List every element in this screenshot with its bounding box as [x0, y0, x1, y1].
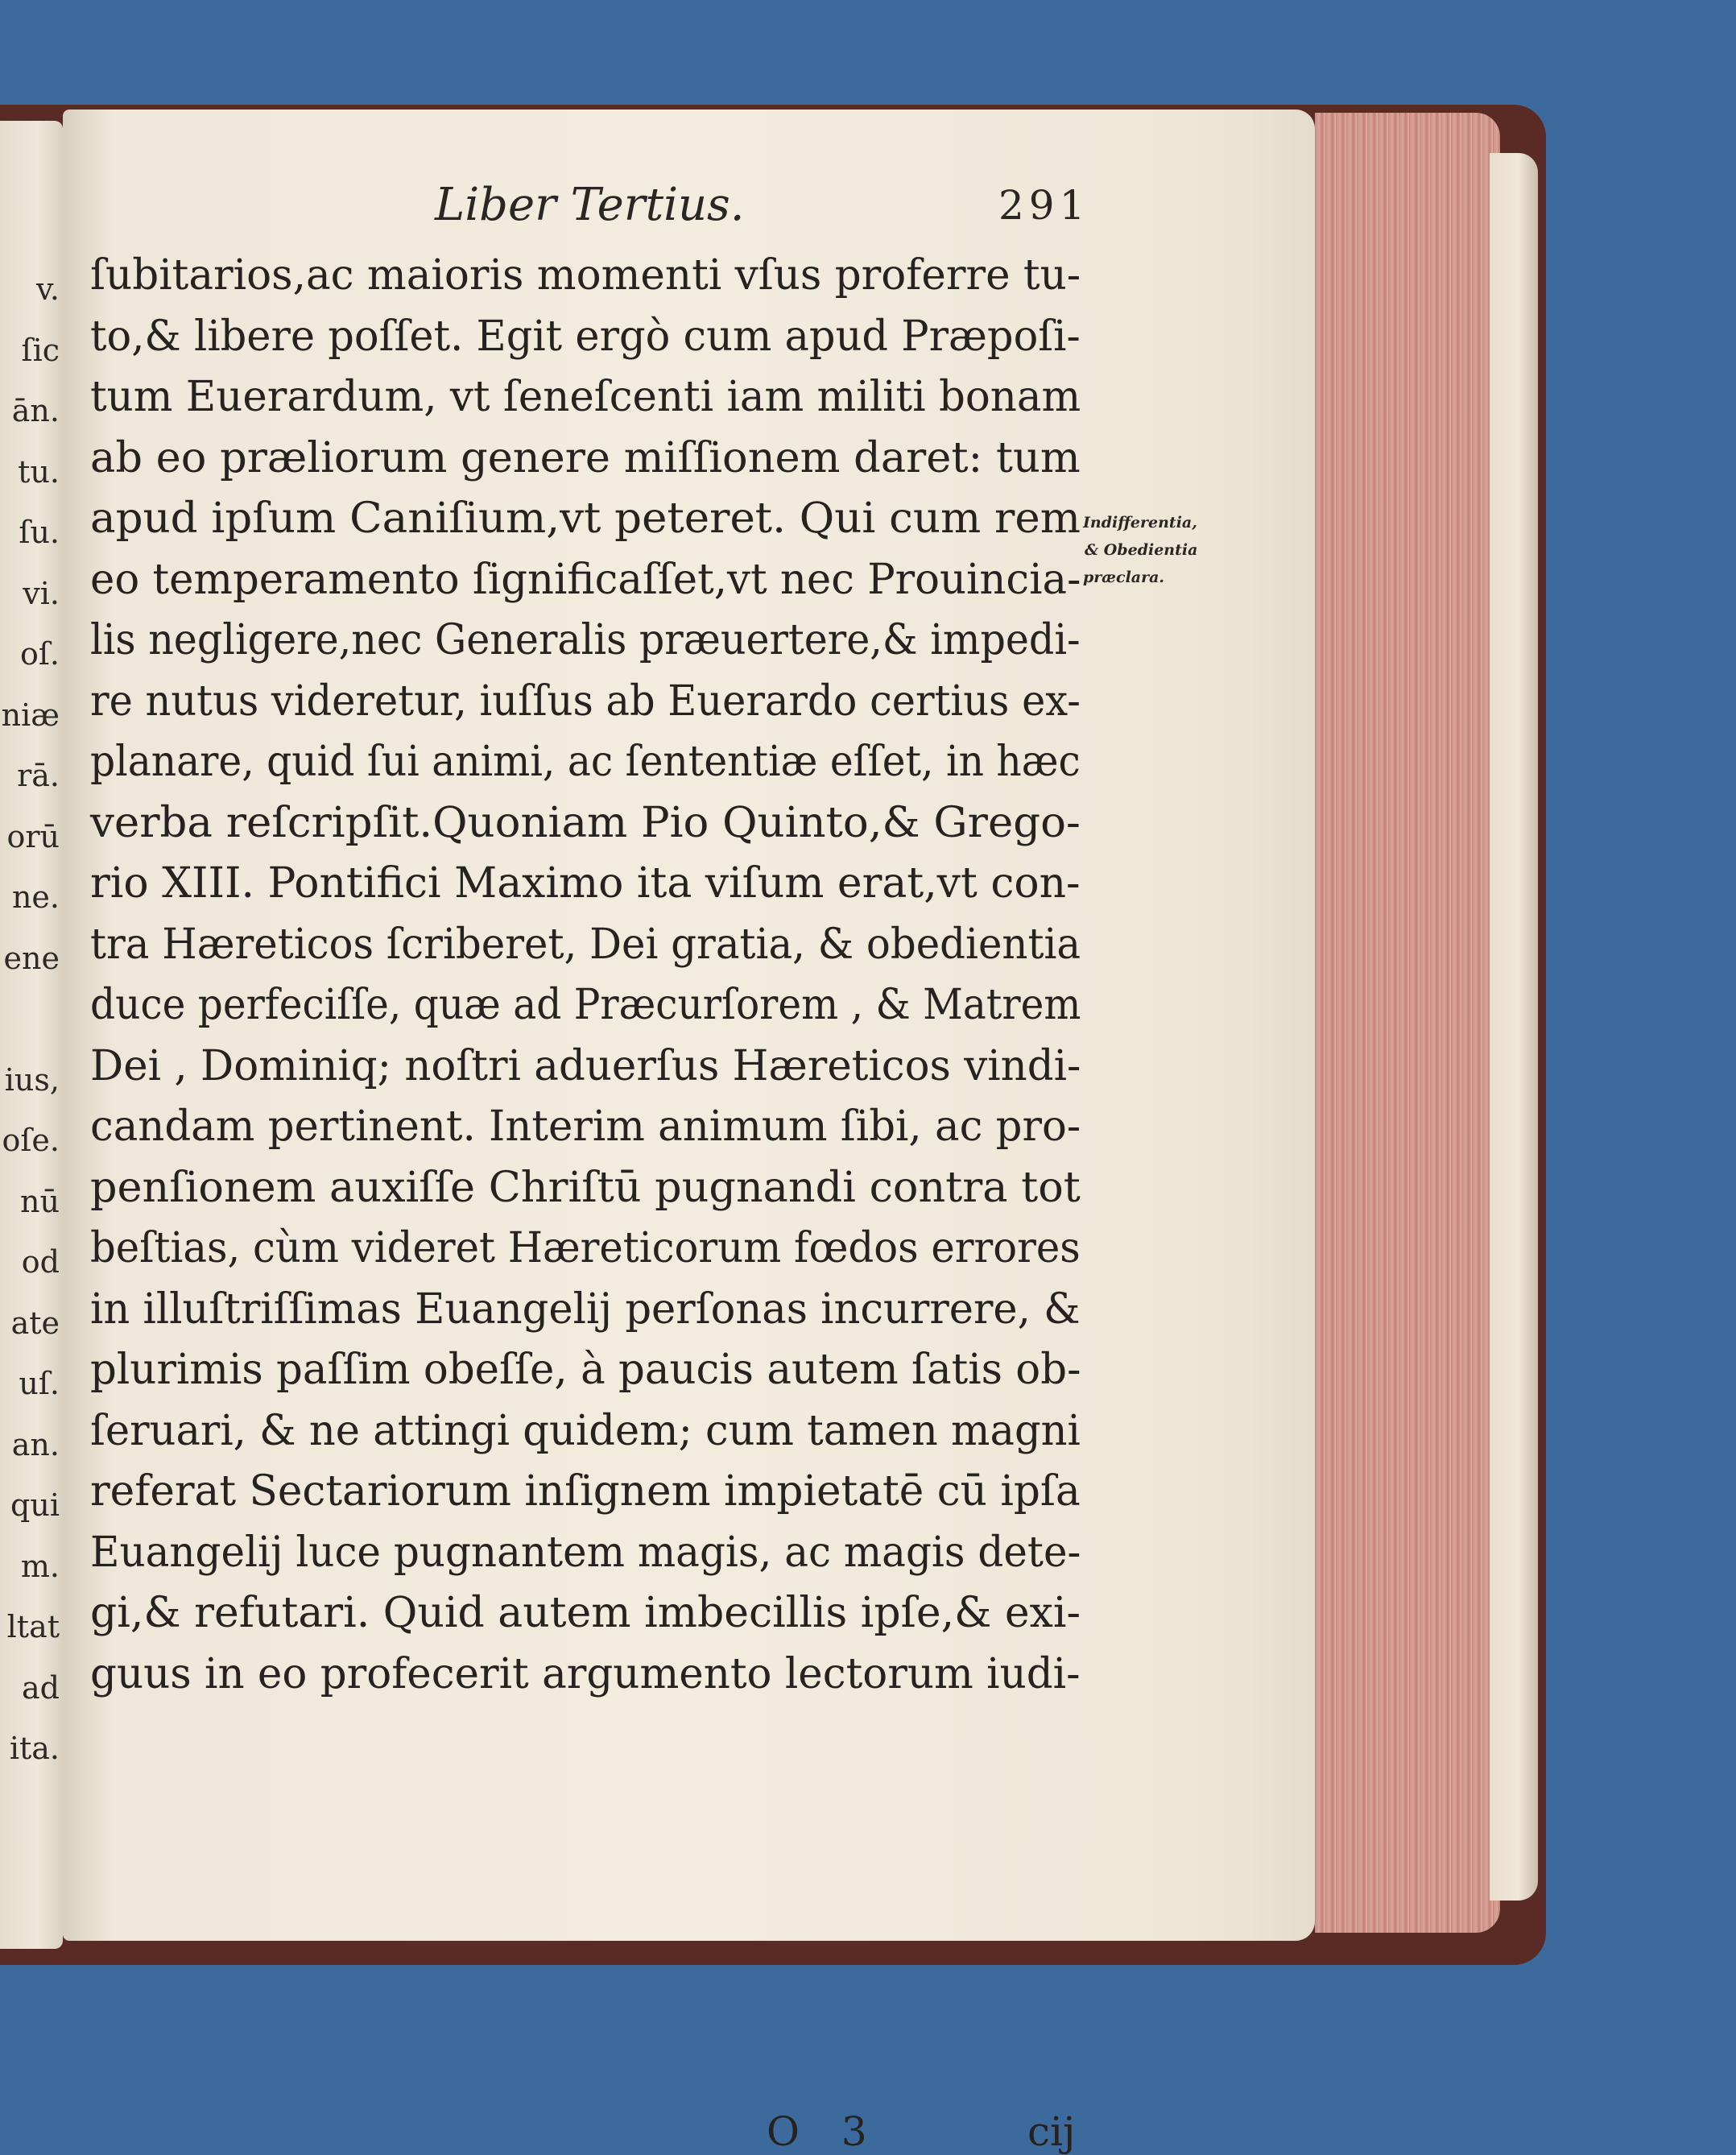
left-page-fragments — [0, 259, 60, 1780]
marginal-line: & Obedientia — [1085, 541, 1198, 559]
text-line: ab eo præliorum genere miſſionem daret: tum — [90, 433, 1081, 482]
text-line: lis negligere,nec Generalis præuertere,& impedi- — [90, 616, 1081, 664]
left-fragment: orū — [6, 818, 60, 854]
left-fragment: v. — [35, 271, 60, 307]
text-line: Euangelij luce pugnantem magis, ac magis dete- — [90, 1528, 1081, 1577]
text-line: referat Sectariorum inſignem impietatē cū ipſa — [90, 1467, 1081, 1516]
text-line: tum Euerardum, vt ſeneſcenti iam militi bonam — [90, 373, 1081, 421]
running-title: Liber Tertius. — [435, 179, 745, 231]
left-fragment — [0, 989, 60, 1050]
left-fragment: ate — [10, 1305, 60, 1341]
body-text — [90, 246, 1081, 1705]
signature-mark: O 3 — [767, 2108, 882, 2155]
text-line: in illuſtriſſimas Euangelij perſonas incurrere, & — [90, 1284, 1081, 1334]
text-line: rio XIII. Pontifici Maximo ita viſum erat,vt con- — [90, 859, 1081, 908]
left-fragment: od — [21, 1244, 60, 1280]
text-line: ſubitarios,ac maioris momenti vſus proferre tu- — [90, 251, 1081, 300]
page-edges — [1315, 113, 1500, 1933]
page-number: 291 — [998, 182, 1090, 229]
text-line: guus in eo profecerit argumento lectorum iudi- — [90, 1649, 1081, 1698]
left-fragment: ſic — [21, 332, 60, 368]
left-fragment: ān. — [11, 393, 60, 428]
text-line: apud ipſum Caniſium,vt peteret. Qui cum rem — [90, 494, 1081, 543]
left-fragment: ene — [3, 940, 60, 976]
text-line: verba reſcripſit.Quoniam Pio Quinto,& Grego- — [90, 798, 1081, 847]
left-fragment: ad — [22, 1669, 60, 1706]
marginal-line: præclara. — [1083, 569, 1165, 586]
text-line: duce perfeciſſe, quæ ad Præcurſorem , & Matrem — [90, 981, 1081, 1029]
text-line: penſionem auxiſſe Chriſtū pugnandi contra tot — [90, 1163, 1081, 1212]
left-fragment: nū — [20, 1183, 60, 1219]
text-line: re nutus videretur, iuſſus ab Euerardo certius ex- — [90, 676, 1081, 726]
text-line: plurimis paſſim obeſſe, à paucis autem ſatis ob- — [90, 1346, 1081, 1394]
text-line: eo temperamento ſignificaſſet,vt nec Prouincia- — [90, 555, 1081, 604]
page-edge-fore — [1490, 153, 1538, 1901]
left-fragment: uſ. — [19, 1366, 60, 1401]
left-fragment: oſ. — [19, 636, 60, 672]
text-line: ſeruari, & ne attingi quidem; cum tamen magni — [90, 1406, 1081, 1455]
text-line: Dei , Dominiq; noſtri aduerſus Hæreticos vindi- — [90, 1041, 1081, 1090]
left-fragment: m. — [20, 1548, 60, 1584]
text-line: gi,& refutari. Quid autem imbecillis ipſe,& exi- — [90, 1589, 1081, 1637]
left-fragment: ſu. — [19, 515, 60, 550]
left-fragment: vi. — [23, 575, 60, 611]
left-fragment: ita. — [9, 1731, 60, 1766]
left-fragment: ltat — [6, 1609, 60, 1644]
text-line: planare, quid ſui animi, ac ſententiæ eſſet, in hæc — [90, 738, 1081, 786]
left-fragment: rā. — [17, 758, 60, 793]
left-fragment: tu. — [18, 453, 60, 490]
left-fragment: oſe. — [2, 1123, 60, 1158]
left-fragment: qui — [10, 1487, 60, 1523]
marginal-note — [1083, 509, 1268, 591]
text-line: to,& libere poſſet. Egit ergò cum apud Præpoſi- — [90, 312, 1081, 361]
left-fragment: an. — [11, 1426, 60, 1462]
left-fragment: ne. — [11, 879, 60, 915]
text-line: candam pertinent. Interim animum ſibi, ac pro- — [90, 1102, 1081, 1151]
catchword: cij — [1027, 2108, 1076, 2155]
left-fragment: ius, — [4, 1061, 60, 1098]
text-line: tra Hæreticos ſcriberet, Dei gratia, & obedientia — [90, 920, 1081, 969]
running-head — [435, 179, 1095, 243]
left-fragment: niæ — [1, 697, 60, 733]
marginal-line: Indifferentia, — [1083, 514, 1197, 532]
text-line: beſtias, cùm videret Hæreticorum fœdos errores — [90, 1224, 1081, 1272]
